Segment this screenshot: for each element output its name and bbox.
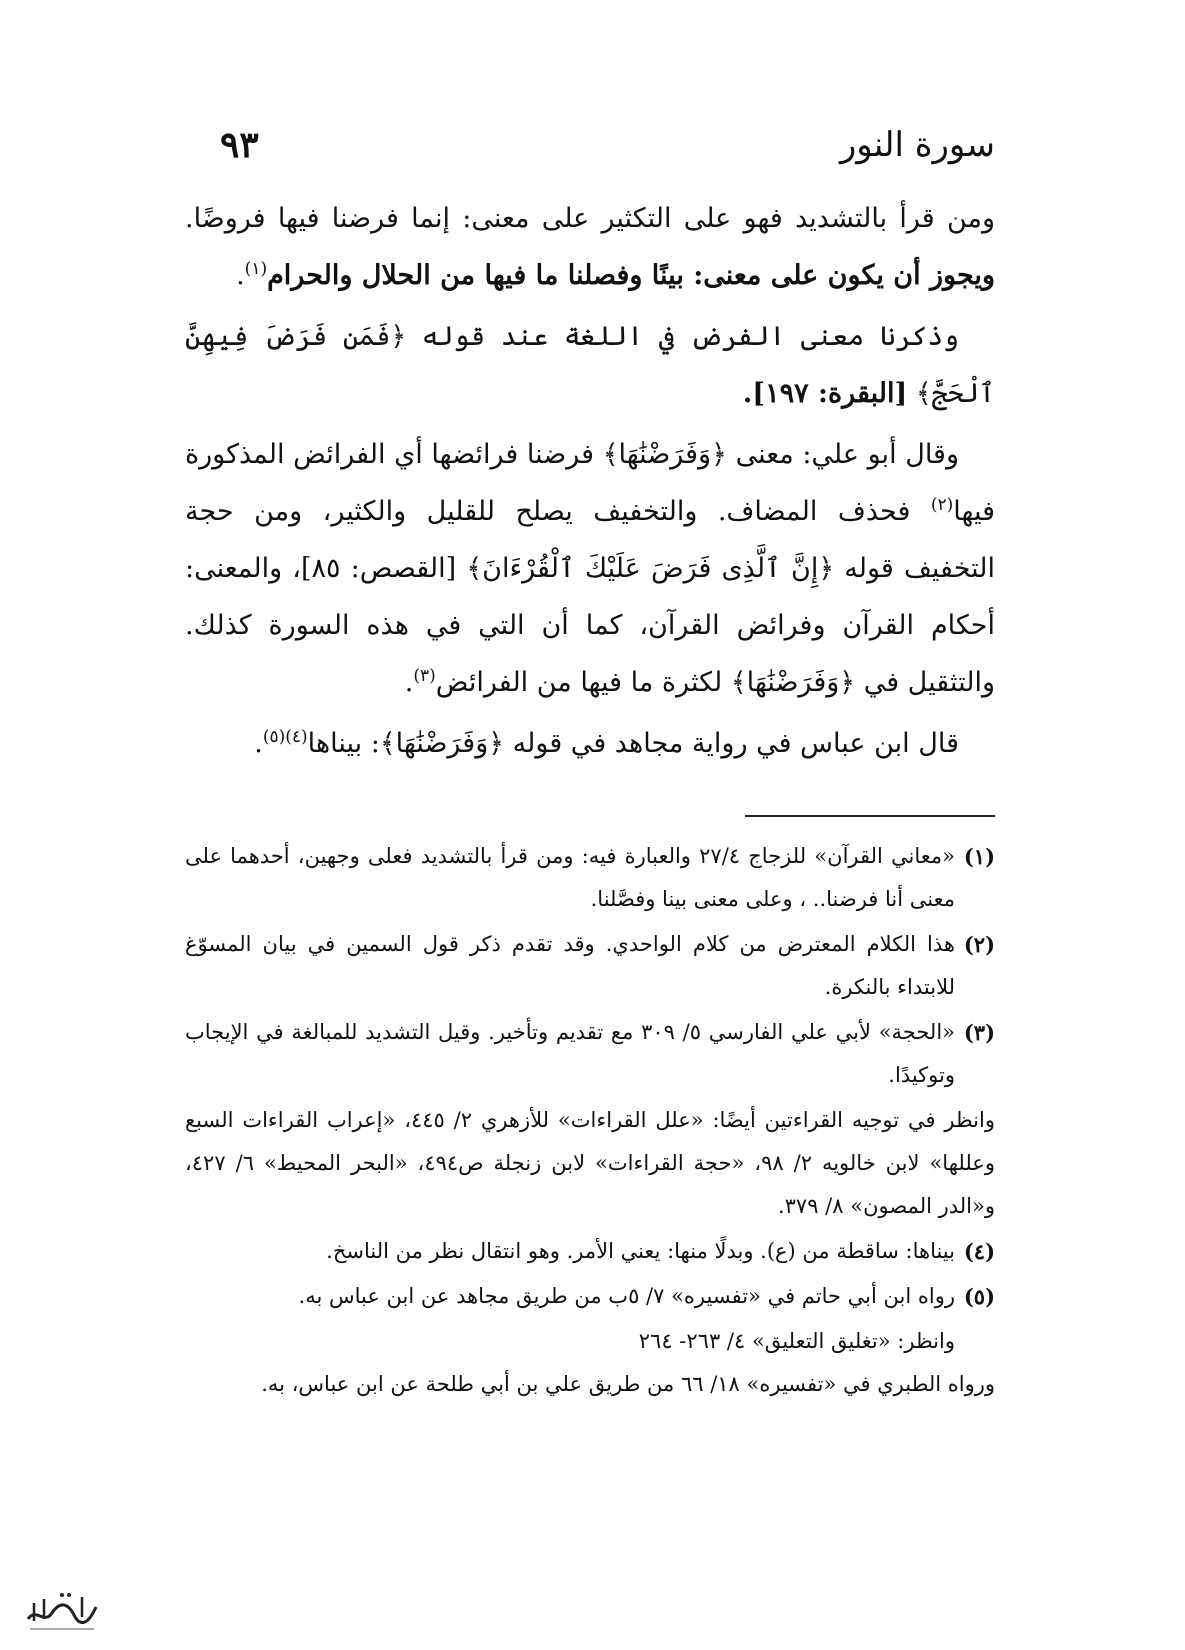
footnote-5 [185,1275,995,1318]
footnote-3 [185,1011,995,1097]
footnote-text: بيناها: ساقطة من (ع). وبدلًا منها: يعني الأمر. وهو انتقال نظر من الناسخ. [326,1239,955,1263]
footnote-text: «معاني القرآن» للزجاج ٢٧/٤ والعبارة فيه: ومن قرأ بالتشديد فعلى وجهين، أحدهما على معنى أنا فرضنا.. ، وعلى معنى بينا وفصَّلنا. [185,844,956,911]
paragraph-3-text-c: فحذف المضاف. والتخفيف يصلح للقليل والكثير، ومن حجة التخفيف قوله [185,496,996,584]
footnote-3-continued: وانظر في توجيه القراءتين أيضًا: «علل القراءات» للأزهري ٢/ ٤٤٥، «إعراب القراءات السبع وعللها» لابن خالويه ٢/ ٩٨، «حجة القراءات» لابن زنجلة ص٤٩٤، «البحر المحيط» ٦/ ٤٢٧، و«الدر المصون» ٨/ ٣٧٩. [185,1108,995,1218]
footnote-ref-1[interactable]: (١) [244,259,268,279]
quran-verse: ﴿وَفَرَضْنَٰهَا﴾ [602,439,727,470]
punct: . [254,728,263,759]
paragraph-2 [185,308,995,422]
footnote-number: (٢) [963,932,995,957]
quran-verse: ﴿إِنَّ ٱلَّذِى فَرَضَ عَلَيْكَ ٱلْقُرْءَانَ﴾ [466,553,835,584]
paragraph-3-text-b: فرضنا فرائضها أي الفرائض المذكورة فيها [185,439,995,527]
paragraph-1-line-2: ويجوز أن يكون على معنى: بينًا وفصلنا ما فيها من الحلال والحرام [267,260,995,291]
surah-title: سورة النور [839,125,995,165]
footnote-text: هذا الكلام المعترض من كلام الواحدي. وقد تقدم ذكر قول السمين في بيان المسوّغ للابتداء بالنكرة. [185,932,955,999]
paragraph-4-text-b: : بيناها [307,728,380,759]
paragraph-1-line-1: ومن قرأ بالتشديد فهو على التكثير على معنى: إنما فرضنا فيها فروضًا. [185,203,995,234]
footnote-number: (٥) [963,1284,995,1309]
paragraph-3-text-d: [القصص: ٨٥]، والمعنى: أحكام القرآن وفرائض القرآن، كما أن التي في هذه السورة كذلك. والتثقيل في [185,553,995,698]
paragraph-3-text-a: وقال أبو علي: معنى [735,439,959,470]
footnote-text: «الحجة» لأبي علي الفارسي ٥/ ٣٠٩ مع تقديم وتأخير. وقيل التشديد للمبالغة في الإيجاب وتوكيدًا. [185,1020,956,1087]
footnote-ref-4-5[interactable]: (٤)(٥) [262,727,308,747]
quran-verse: ﴿وَفَرَضْنَٰهَا﴾ [730,667,856,698]
footnote-divider [745,815,995,817]
footnote-1 [185,835,995,921]
footnote-number: (١) [963,844,995,869]
paragraph-4 [185,715,995,772]
footnote-2 [185,923,995,1009]
paragraph-4-text: قال ابن عباس في رواية مجاهد في قوله [512,728,959,759]
paragraph-3-text-e: لكثرة ما فيها من الفرائض [435,667,723,698]
page-number: ٩٣ [220,124,259,166]
footnote-5-sub: وانظر: «تغليق التعليق» ٤/ ٢٦٣- ٢٦٤ [638,1329,955,1353]
main-text [185,190,995,776]
paragraph-3 [185,426,995,711]
footnote-ref-2[interactable]: (٢) [930,495,954,515]
verse-citation: [البقرة: ١٩٧]. [742,378,908,409]
footnote-5-continued: ورواه الطبري في «تفسيره» ١٨/ ٦٦ من طريق علي بن أبي طلحة عن ابن عباس، به. [261,1372,995,1396]
page-header [220,120,995,170]
paragraph-1 [185,190,995,304]
publisher-logo [22,1585,102,1637]
quran-verse: ﴿وَفَرَضْنَٰهَا﴾ [379,728,505,759]
footnotes [185,835,995,1408]
punct: . [236,260,245,291]
punct: . [404,667,414,698]
footnote-ref-3[interactable]: (٣) [413,666,436,686]
footnote-number: (٣) [963,1020,995,1045]
footnote-text: رواه ابن أبي حاتم في «تفسيره» ٧/ ٥ب من طريق مجاهد عن ابن عباس به. [298,1284,955,1308]
paragraph-2-text: وذكرنا معنى الفرض في اللغة عند قوله [421,321,959,352]
footnote-4 [185,1230,995,1273]
footnote-number: (٤) [963,1239,995,1264]
quran-verse: ﴿فَمَن فَرَضَ فِيهِنَّ ٱلْحَجَّ﴾ [185,321,995,409]
